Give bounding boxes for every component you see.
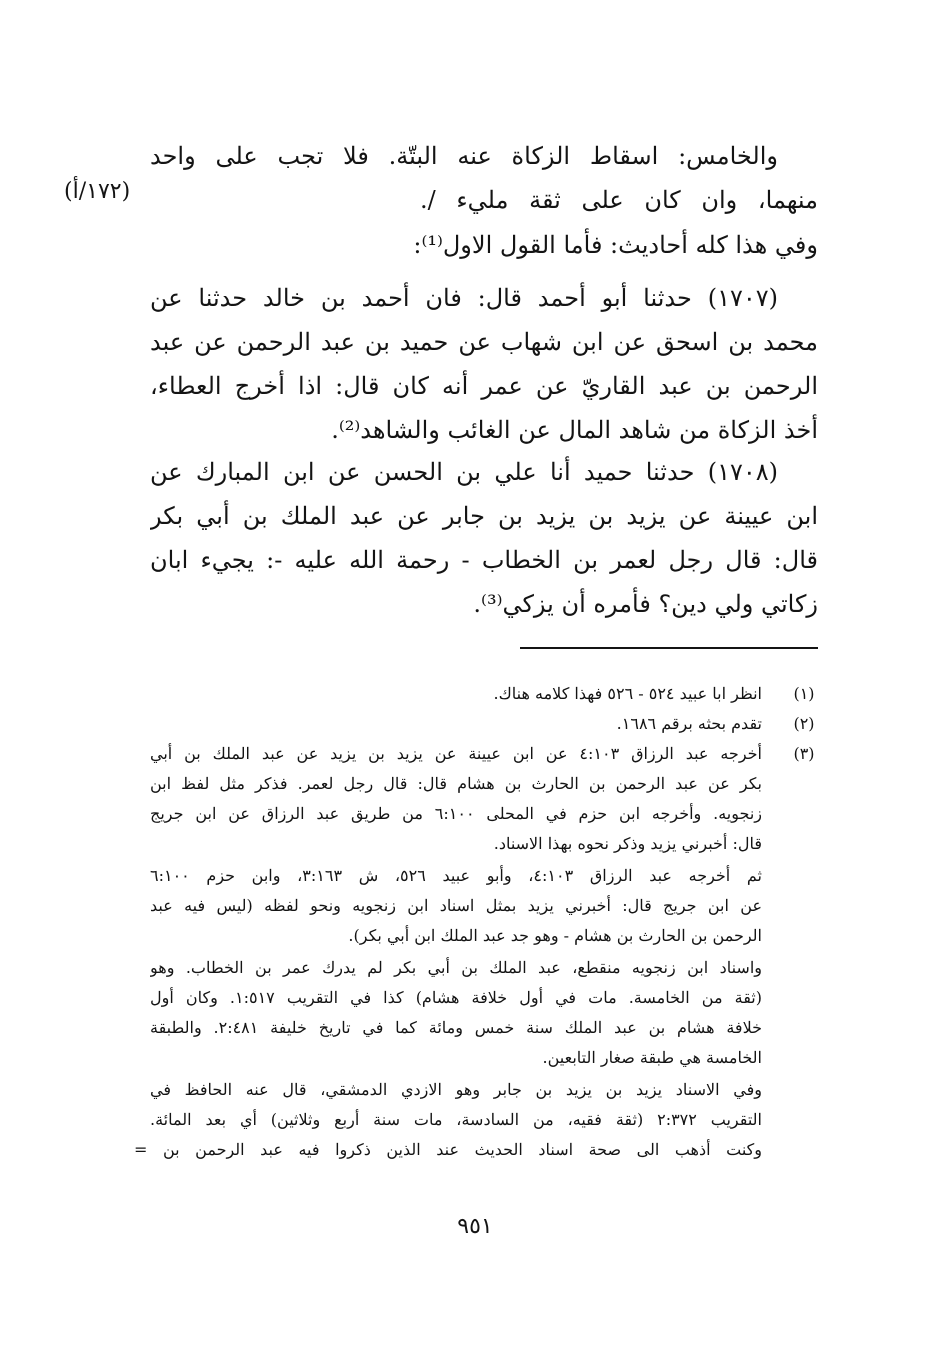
page-number: ٩٥١ [457,1214,493,1239]
hadith-1708-line-2: ابن عيينة عن يزيد بن يزيد بن جابر عن عبد الملك بن أبي بكر [150,502,818,530]
hadith-1707-line-1: (١٧٠٧) حدثنا أبو أحمد قال: فان أحمد بن خالد حدثنا عن [150,284,778,312]
footnote-3-line-13: التقريب ٢:٣٧٢ (ثقة فقيه، من السادسة، مات سنة أربع وثلاثين) أي بعد المائة. [150,1110,762,1129]
hadith-1707-line-3: الرحمن بن عبد القاريّ عن عمر أنه كان قال: اذا أخرج العطاء، [150,372,818,400]
hadith-1708-line-1: (١٧٠٨) حدثنا حميد أنا علي بن الحسن عن ابن المبارك عن [150,458,778,486]
main-line-3: وفي هذا كله أحاديث: فأما القول الاول⁽¹⁾: [413,231,818,259]
footnote-3-line-12: وفي الاسناد يزيد بن يزيد بن جابر وهو الازدي الدمشقي، قال عنه الحافظ في [150,1080,762,1099]
footnote-separator [520,647,818,649]
footnote-3-line-5: ثم أخرجه عبد الرزاق ٤:١٠٣، وأبو عبيد ٥٢٦، ش ٣:١٦٣، وابن حزم ٦:١٠٠ [150,866,762,885]
main-line-2: منهما، وان كان على ثقة مليء /. [420,186,818,214]
hadith-1707-line-2: محمد بن اسحق عن ابن شهاب عن حميد بن عبد الرحمن عن عبد [150,328,818,356]
footnote-3-number: (٣) [793,744,815,763]
footnote-3-line-4: قال: أخبرني يزيد وذكر نحوه بهذا الاسناد. [493,834,762,853]
footnote-3-line-9: (ثقة من الخامسة. مات في أول خلافة هشام) كذا في التقريب ١:٥١٧. وكان أول [150,988,762,1007]
footnote-3-line-10: خلافة هشام بن عبد الملك سنة خمس ومائة كما في تاريخ خليفة ٢:٤٨١. والطبقة [150,1018,762,1037]
footnote-2-text: تقدم بحثه برقم ١٦٨٦. [616,714,762,733]
footnote-3-line-11: الخامسة هي طبقة صغار التابعين. [542,1048,762,1067]
footnote-1-number: (١) [793,684,815,703]
manuscript-folio-note: (١٧٢/أ) [64,179,131,204]
footnote-3-line-8: واسناد ابن زنجويه منقطع، عبد الملك بن أبي بكر لم يدرك عمر بن الخطاب. وهو [150,958,762,977]
main-line-1: والخامس: اسقاط الزكاة عنه البتّة. فلا تجب على واحد [150,142,778,170]
footnote-3-line-2: بكر عن عبد الرحمن بن الحارث بن هشام قال: قال رجل لعمر. فذكر مثل لفظ ابن [150,774,762,793]
footnote-3-line-1: أخرجه عبد الرزاق ٤:١٠٣ عن ابن عيينة عن يزيد بن يزيد عن عبد الملك بن أبي [150,744,762,763]
hadith-1708-line-3: قال: قال رجل لعمر بن الخطاب - رحمة الله عليه -: يجيء ابان [150,546,818,574]
hadith-1708-line-4: زكاتي ولي دين؟ فأمره أن يزكي⁽³⁾. [473,590,818,618]
footnote-3-line-6: عن ابن جريج قال: أخبرني يزيد بمثل اسناد ابن زنجويه ونحو لفظه (ليس فيه عبد [150,896,762,915]
footnote-3-line-7: الرحمن بن الحارث بن هشام - وهو جد عبد الملك ابن أبي بكر). [348,926,762,945]
hadith-1707-line-4: أخذ الزكاة من شاهد المال عن الغائب والشاهد⁽²⁾. [331,416,818,444]
footnote-2-number: (٢) [793,714,815,733]
footnote-1-text: انظر ابا عبيد ٥٢٤ - ٥٢٦ فهذا كلامه هناك. [493,684,762,703]
footnote-3-line-14: وكنت أذهب الى صحة اسناد الحديث عند الذين ذكروا فيه عبد الرحمن بن = [134,1140,762,1159]
footnote-3-line-3: زنجويه. وأخرجه ابن حزم في المحلى ٦:١٠٠ من طريق عبد الرزاق عن ابن جريج [150,804,762,823]
